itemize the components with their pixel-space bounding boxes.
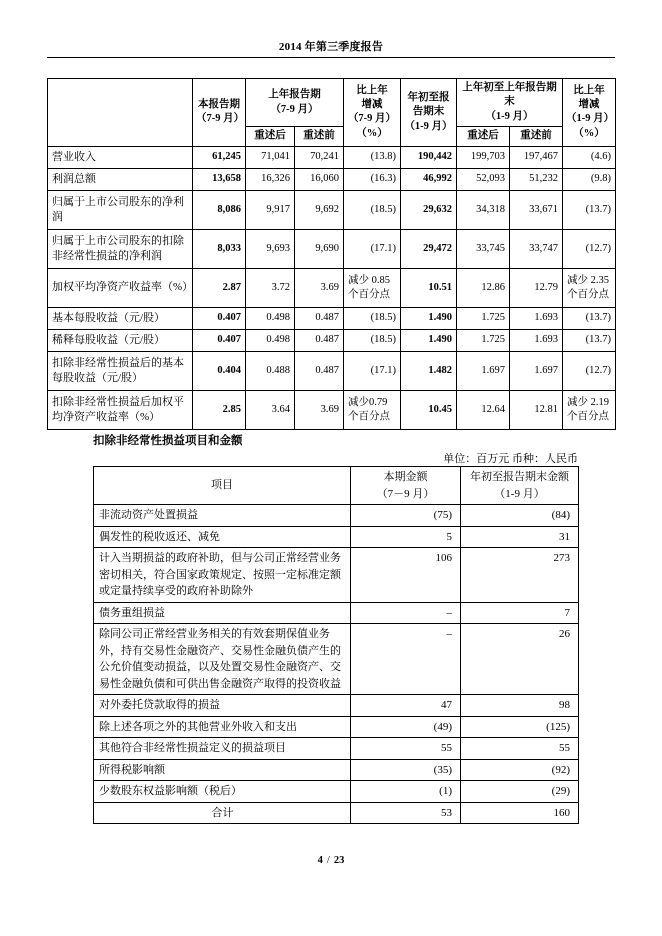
extra-current-amount: (49): [351, 716, 461, 738]
page-number-separator: /: [326, 855, 330, 866]
table-row: [48, 229, 616, 268]
cell-yoy-change-quarter: (17.1): [344, 351, 401, 390]
header-restated-after-ytd: 重述后: [457, 127, 510, 146]
table-body: [48, 146, 616, 429]
key-financial-indicators-table-wrap: [47, 78, 615, 430]
table-row: [94, 526, 579, 548]
row-label: 加权平均净资产收益率（%）: [48, 268, 193, 307]
extra-header-ytd-line1: 年初至报告期末金额: [470, 471, 569, 483]
extra-current-amount: 47: [351, 695, 461, 717]
extra-ytd-amount: 160: [461, 802, 579, 824]
cell-prior-restated-before: 3.69: [295, 268, 344, 307]
row-label: 营业收入: [48, 146, 193, 168]
header-restated-before-ytd: 重述前: [510, 127, 563, 146]
header-yoy-ytd-line4: （%）: [573, 127, 605, 139]
extra-ytd-amount: 55: [461, 738, 579, 760]
page-footer: [47, 855, 615, 866]
cell-prior-restated-after: 3.72: [246, 268, 295, 307]
extra-current-amount: 53: [351, 802, 461, 824]
header-yoy-q-line1: 比上年: [356, 84, 388, 96]
header-divider: [47, 57, 615, 58]
cell-current-period: 0.407: [193, 329, 246, 351]
cell-prior-ytd-restated-after: 33,745: [457, 229, 510, 268]
extra-ytd-amount: 98: [461, 695, 579, 717]
cell-prior-ytd-restated-before: 1.693: [510, 329, 563, 351]
cell-yoy-change-quarter: (18.5): [344, 307, 401, 329]
cell-prior-restated-after: 71,041: [246, 146, 295, 168]
extra-header-current-line2: （7－9 月）: [376, 487, 435, 500]
header-yoy-ytd-line3: （1-9 月）: [566, 113, 615, 125]
table-row: [48, 351, 616, 390]
table-row: [94, 624, 579, 695]
cell-prior-ytd-restated-before: 33,671: [510, 190, 563, 229]
cell-ytd: 29,632: [401, 190, 457, 229]
cell-yoy-change-ytd: (4.6): [563, 146, 616, 168]
header-yoy-change-ytd: [563, 79, 616, 147]
cell-prior-restated-before: 70,241: [295, 146, 344, 168]
extra-header-row: [94, 467, 579, 505]
cell-yoy-change-quarter: 减少 0.85 个百分点: [344, 268, 401, 307]
extra-current-amount: (35): [351, 759, 461, 781]
table-row: [48, 168, 616, 190]
cell-ytd: 190,442: [401, 146, 457, 168]
header-prior-ytd-group-line1: 上年初至上年报告期末: [462, 82, 557, 108]
extra-item-label: 计入当期损益的政府补助，但与公司正常经营业务密切相关，符合国家政策规定、按照一定标准定额或定量持续享受的政府补助除外: [94, 548, 351, 603]
extraordinary-section-title: 扣除非经常性损益项目和金额: [93, 435, 243, 447]
cell-current-period: 2.85: [193, 390, 246, 429]
header-prior-ytd-group: [457, 79, 563, 127]
header-current-period-line1: 本报告期: [198, 98, 240, 110]
extra-item-label: 对外委托贷款取得的损益: [94, 695, 351, 717]
extra-ytd-amount: 31: [461, 526, 579, 548]
cell-yoy-change-quarter: (17.1): [344, 229, 401, 268]
cell-current-period: 8,033: [193, 229, 246, 268]
header-yoy-q-line2: 增减: [361, 98, 383, 110]
table-row: [48, 190, 616, 229]
table-row: [94, 759, 579, 781]
cell-prior-ytd-restated-after: 1.725: [457, 329, 510, 351]
cell-yoy-change-ytd: (12.7): [563, 229, 616, 268]
table-row: [48, 329, 616, 351]
extra-item-label: 所得税影响额: [94, 759, 351, 781]
unit-note: 单位：百万元 币种：人民币: [443, 453, 578, 465]
table-header: [48, 79, 616, 147]
cell-prior-ytd-restated-after: 1.725: [457, 307, 510, 329]
table-row: [94, 716, 579, 738]
table-row: [48, 146, 616, 168]
header-yoy-q-line3: （7-9 月）: [347, 113, 397, 125]
extra-total-label: 合计: [94, 802, 351, 824]
extra-current-amount: (75): [351, 505, 461, 527]
cell-current-period: 0.404: [193, 351, 246, 390]
extra-current-amount: –: [351, 602, 461, 624]
cell-yoy-change-ytd: (9.8): [563, 168, 616, 190]
extra-table-header: [94, 467, 579, 505]
cell-prior-ytd-restated-before: 1.697: [510, 351, 563, 390]
cell-prior-ytd-restated-after: 52,093: [457, 168, 510, 190]
cell-yoy-change-ytd: (13.7): [563, 190, 616, 229]
cell-yoy-change-quarter: (16.3): [344, 168, 401, 190]
cell-prior-ytd-restated-before: 12.81: [510, 390, 563, 429]
header-prior-period-group: [246, 79, 344, 127]
header-row-1: [48, 79, 616, 127]
key-financial-indicators-table: [47, 78, 616, 430]
page-number-current: 4: [317, 855, 323, 866]
cell-yoy-change-quarter: (18.5): [344, 190, 401, 229]
table-row: [94, 738, 579, 760]
header-restated-before-q: 重述前: [295, 127, 344, 146]
extra-header-current-amount: [351, 467, 461, 505]
header-prior-period-group-line1: 上年报告期: [268, 89, 321, 101]
table-row: [94, 548, 579, 603]
cell-prior-ytd-restated-after: 12.64: [457, 390, 510, 429]
extra-ytd-amount: (29): [461, 781, 579, 803]
cell-yoy-change-quarter: (18.5): [344, 329, 401, 351]
row-label: 归属于上市公司股东的净利润: [48, 190, 193, 229]
header-ytd-line3: （1-9 月）: [404, 120, 453, 132]
extra-current-amount: (1): [351, 781, 461, 803]
cell-current-period: 61,245: [193, 146, 246, 168]
table-row: [48, 268, 616, 307]
cell-prior-restated-before: 3.69: [295, 390, 344, 429]
cell-prior-restated-before: 0.487: [295, 307, 344, 329]
cell-yoy-change-ytd: (13.7): [563, 329, 616, 351]
row-label: 归属于上市公司股东的扣除非经常性损益的净利润: [48, 229, 193, 268]
extra-ytd-amount: (84): [461, 505, 579, 527]
cell-ytd: 1.490: [401, 307, 457, 329]
cell-prior-restated-before: 16,060: [295, 168, 344, 190]
extra-item-label: 少数股东权益影响额（税后）: [94, 781, 351, 803]
extra-item-label: 除同公司正常经营业务相关的有效套期保值业务外，持有交易性金融资产、交易性金融负债产生的公允价值变动损益，以及处置交易性金融资产、交易性金融负债和可供出售金融资产取得的投资收益: [94, 624, 351, 695]
header-ytd-line2: 告期末: [412, 106, 445, 118]
table-row: [48, 390, 616, 429]
extra-ytd-amount: 273: [461, 548, 579, 603]
header-yoy-ytd-line1: 比上年: [573, 84, 605, 96]
header-prior-period-group-line2: （7-9 月）: [270, 103, 319, 115]
cell-ytd: 46,992: [401, 168, 457, 190]
cell-yoy-change-ytd: (12.7): [563, 351, 616, 390]
cell-yoy-change-ytd: 减少 2.19 个百分点: [563, 390, 616, 429]
extra-ytd-amount: (92): [461, 759, 579, 781]
extra-item-label: 除上述各项之外的其他营业外收入和支出: [94, 716, 351, 738]
extra-header-ytd-line2: （1-9 月）: [494, 487, 545, 500]
header-blank: [48, 79, 193, 147]
row-label: 稀释每股收益（元/股）: [48, 329, 193, 351]
cell-ytd: 10.51: [401, 268, 457, 307]
extraordinary-items-table-wrap: [93, 466, 578, 824]
cell-ytd: 29,472: [401, 229, 457, 268]
header-ytd-line1: 年初至报: [407, 91, 450, 103]
running-header: 2014 年第三季度报告: [278, 41, 384, 53]
cell-prior-ytd-restated-before: 33,747: [510, 229, 563, 268]
header-current-period: [193, 79, 246, 147]
row-label: 扣除非经常性损益后加权平均净资产收益率（%）: [48, 390, 193, 429]
extra-header-ytd-amount: [461, 467, 579, 505]
cell-prior-restated-before: 0.487: [295, 329, 344, 351]
row-label: 基本每股收益（元/股）: [48, 307, 193, 329]
cell-prior-ytd-restated-before: 1.693: [510, 307, 563, 329]
cell-ytd: 1.482: [401, 351, 457, 390]
extraordinary-items-table: [93, 466, 579, 824]
cell-prior-restated-after: 16,326: [246, 168, 295, 190]
cell-ytd: 1.490: [401, 329, 457, 351]
cell-prior-restated-after: 0.488: [246, 351, 295, 390]
extra-current-amount: –: [351, 624, 461, 695]
cell-prior-ytd-restated-after: 1.697: [457, 351, 510, 390]
extra-item-label: 偶发性的税收返还、减免: [94, 526, 351, 548]
header-restated-after-q: 重述后: [246, 127, 295, 146]
cell-prior-restated-after: 0.498: [246, 329, 295, 351]
cell-current-period: 0.407: [193, 307, 246, 329]
extra-current-amount: 55: [351, 738, 461, 760]
cell-yoy-change-quarter: (13.8): [344, 146, 401, 168]
table-row-total: [94, 802, 579, 824]
header-yoy-q-line4: （%）: [356, 127, 388, 139]
cell-prior-restated-before: 0.487: [295, 351, 344, 390]
extra-table-body: [94, 505, 579, 824]
cell-yoy-change-ytd: 减少 2.35 个百分点: [563, 268, 616, 307]
table-row: [94, 781, 579, 803]
extra-ytd-amount: (125): [461, 716, 579, 738]
extra-ytd-amount: 26: [461, 624, 579, 695]
cell-current-period: 8,086: [193, 190, 246, 229]
extra-current-amount: 106: [351, 548, 461, 603]
extra-item-label: 非流动资产处置损益: [94, 505, 351, 527]
extra-current-amount: 5: [351, 526, 461, 548]
extra-header-item: 项目: [94, 467, 351, 505]
header-current-period-line2: （7-9 月）: [196, 113, 245, 125]
extra-ytd-amount: 7: [461, 602, 579, 624]
table-row: [94, 602, 579, 624]
header-ytd: [401, 79, 457, 147]
cell-prior-restated-after: 9,693: [246, 229, 295, 268]
extra-header-current-line1: 本期金额: [383, 471, 428, 483]
cell-prior-ytd-restated-after: 12.86: [457, 268, 510, 307]
cell-prior-ytd-restated-before: 12.79: [510, 268, 563, 307]
extra-item-label: 其他符合非经常性损益定义的损益项目: [94, 738, 351, 760]
header-yoy-change-quarter: [344, 79, 401, 147]
cell-yoy-change-ytd: (13.7): [563, 307, 616, 329]
cell-prior-restated-after: 0.498: [246, 307, 295, 329]
cell-prior-restated-after: 9,917: [246, 190, 295, 229]
header-yoy-ytd-line2: 增减: [578, 98, 600, 110]
header-prior-ytd-group-line2: （1-9 月）: [485, 110, 534, 122]
extra-item-label: 债务重组损益: [94, 602, 351, 624]
cell-yoy-change-quarter: 减少0.79 个百分点: [344, 390, 401, 429]
row-label: 利润总额: [48, 168, 193, 190]
cell-current-period: 2.87: [193, 268, 246, 307]
table-row: [94, 695, 579, 717]
table-row: [94, 505, 579, 527]
cell-prior-restated-after: 3.64: [246, 390, 295, 429]
row-label: 扣除非经常性损益后的基本每股收益（元/股）: [48, 351, 193, 390]
page-number-total: 23: [333, 855, 345, 866]
cell-prior-ytd-restated-before: 197,467: [510, 146, 563, 168]
cell-prior-restated-before: 9,690: [295, 229, 344, 268]
cell-prior-restated-before: 9,692: [295, 190, 344, 229]
cell-current-period: 13,658: [193, 168, 246, 190]
table-row: [48, 307, 616, 329]
cell-prior-ytd-restated-after: 199,703: [457, 146, 510, 168]
cell-ytd: 10.45: [401, 390, 457, 429]
cell-prior-ytd-restated-before: 51,232: [510, 168, 563, 190]
cell-prior-ytd-restated-after: 34,318: [457, 190, 510, 229]
